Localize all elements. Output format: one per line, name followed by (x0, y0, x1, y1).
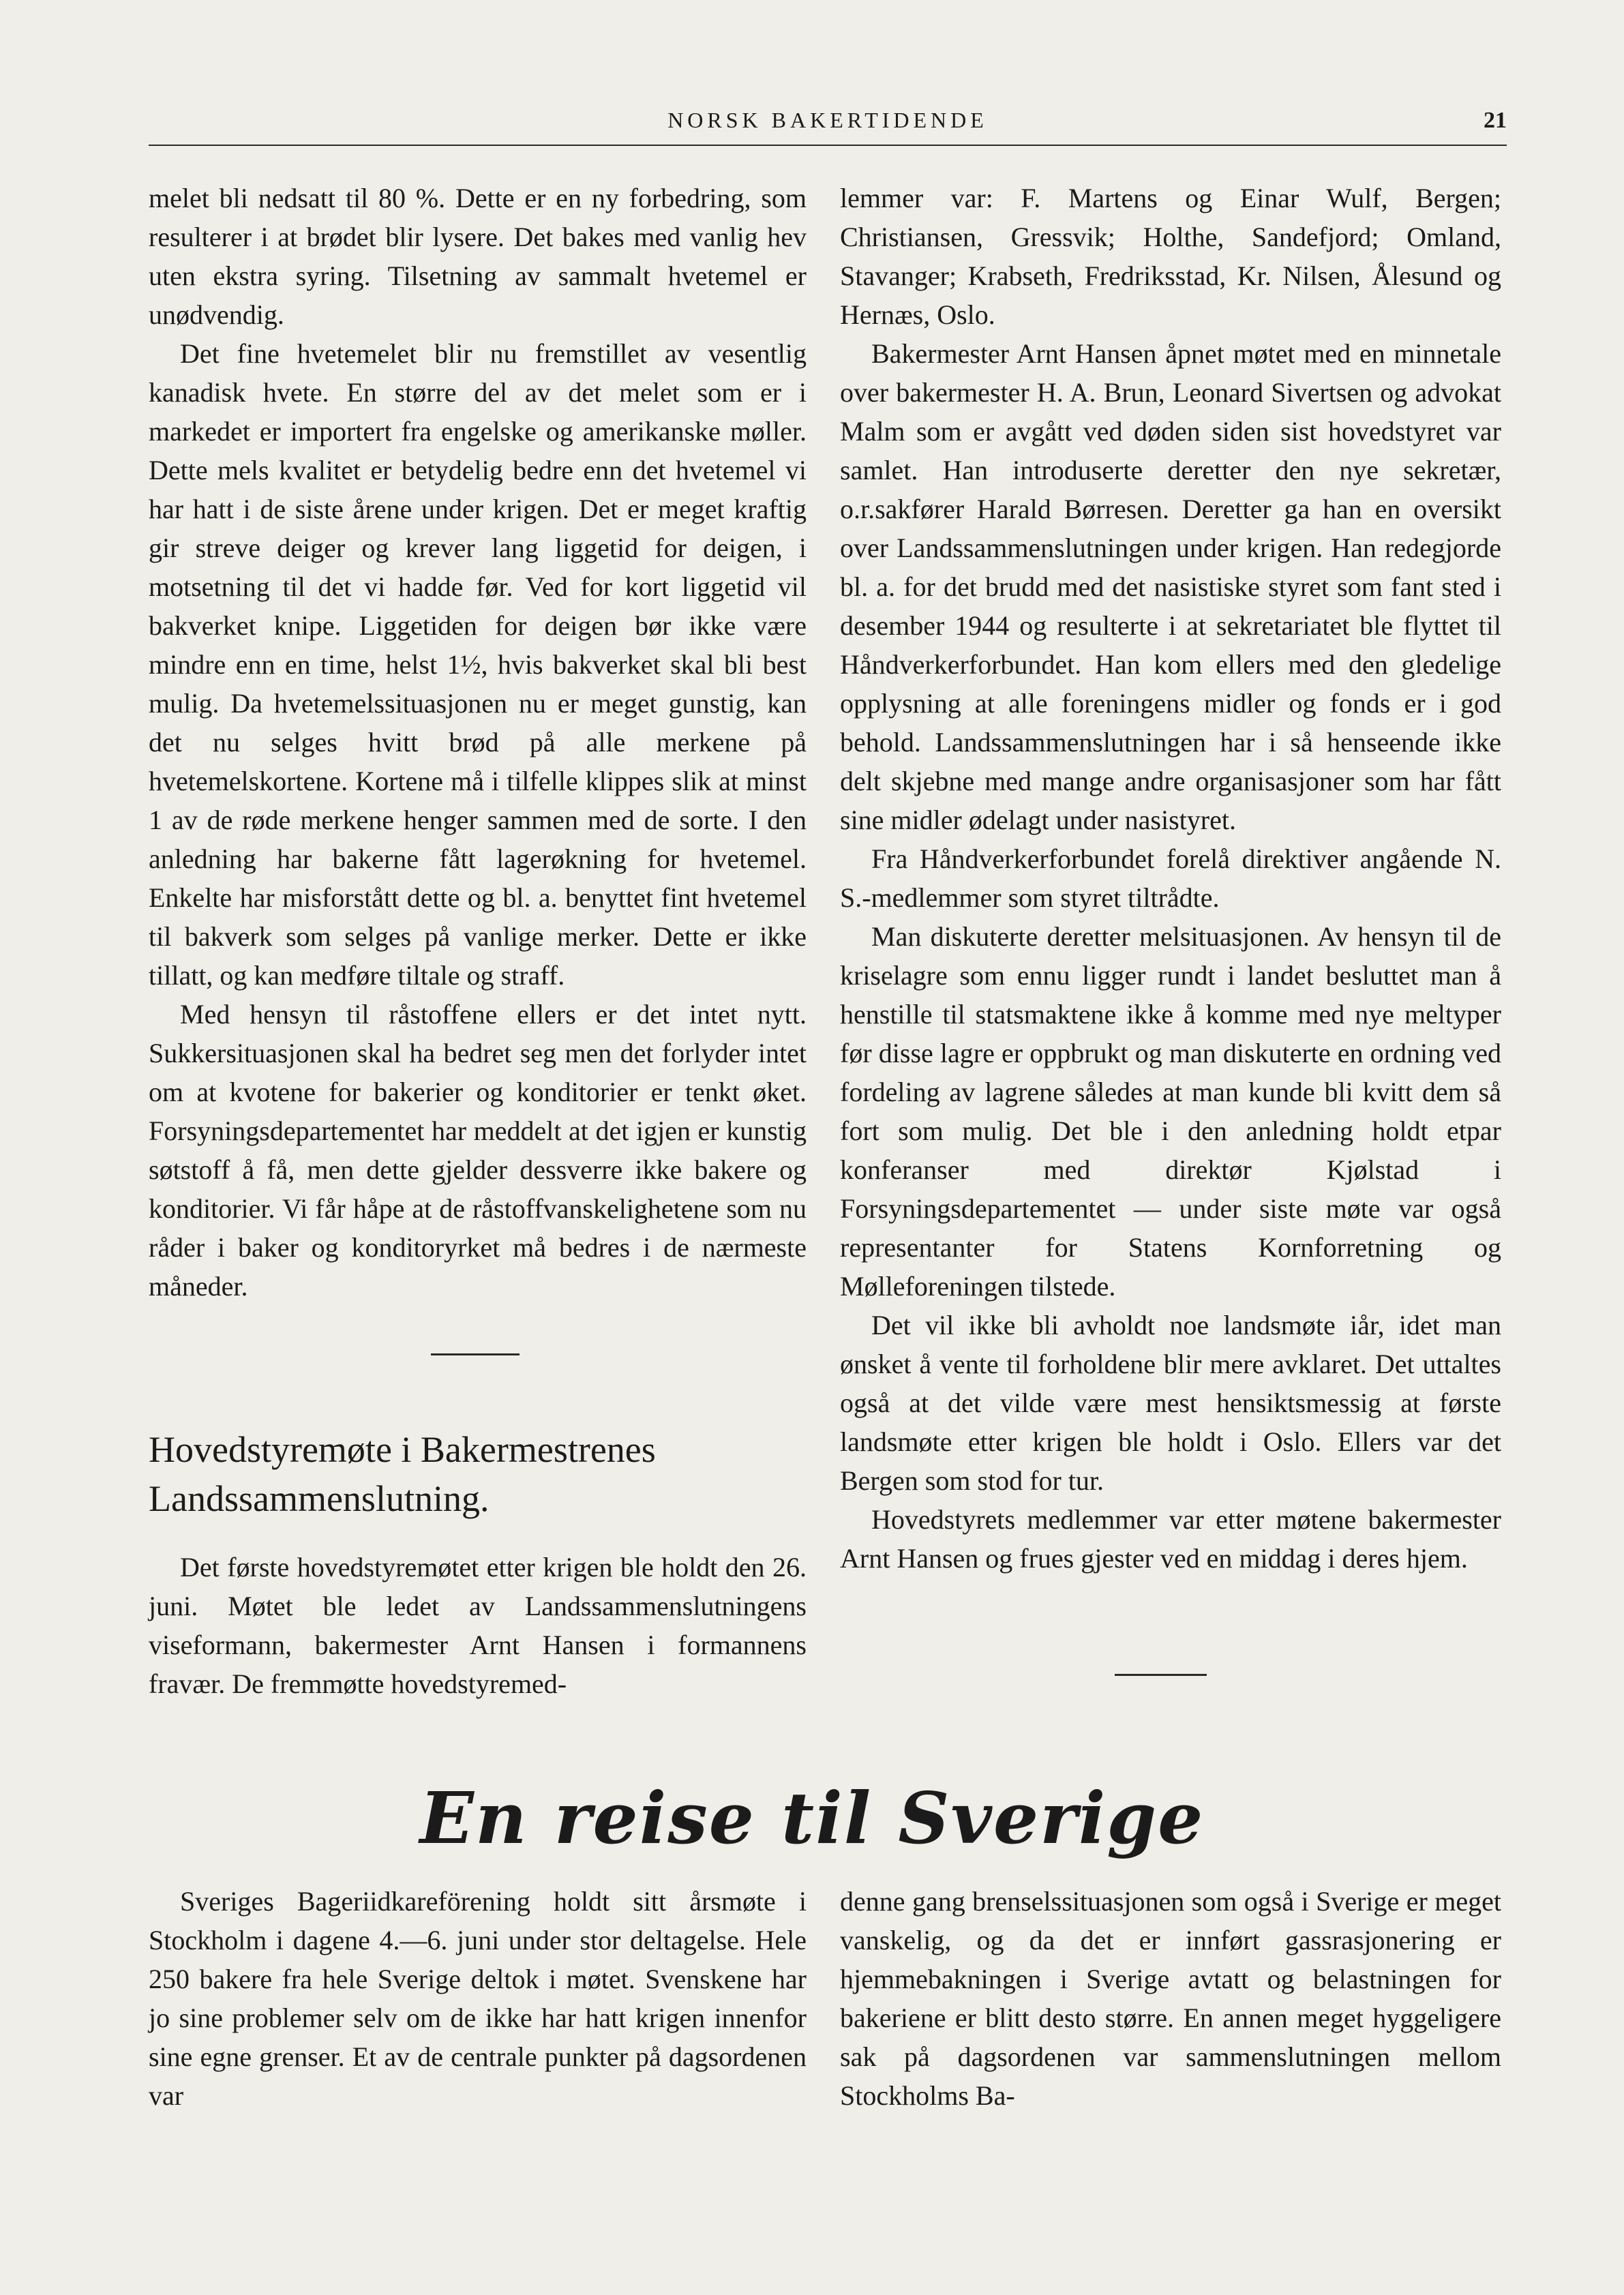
left-column-top (149, 179, 807, 1306)
article-paragraph: Det første hovedstyremøtet etter krigen ble holdt den 26. juni. Møtet ble ledet av Landssammenslutningens viseformann, bakermester Arnt Hansen i formannens fravær. De fremmøtte hovedstyremed- (149, 1552, 807, 1699)
article-paragraph: Sveriges Bageriidkareförening holdt sitt årsmøte i Stockholm i dagene 4.—6. juni under stor deltagelse. Hele 250 bakere fra hele Sverige deltok i møtet. Svenskene har jo sine problemer selv om de ikke har hatt krigen innenfor sine egne grenser. Et av de centrale punkter på dagsordenen var (149, 1886, 807, 2111)
page-header (149, 102, 1507, 150)
article-paragraph: Bakermester Arnt Hansen åpnet møtet med en minnetale over bakermester H. A. Brun, Leonard Sivertsen og advokat Malm som er avgått ved døden siden sist hovedstyret var samlet. Han introduserte deretter den nye sekretær, o.r.sakfører Harald Børresen. Deretter ga han en oversikt over Landssammenslutningen under krigen. Han redegjorde bl. a. for det brudd med det nasistiske styret som fant sted i desember 1944 og resulterte i at sekretariatet ble flyttet til Håndverkerforbundet. Han kom ellers med den gledelige opplysning at alle foreningens midler og fonds er i god behold. Landssammenslutningen har i så henseende ikke delt skjebne med mange andre organisasjoner som har fått sine midler ødelagt under nasistyret. (840, 338, 1501, 835)
section-divider (431, 1353, 520, 1355)
article-heading: Hovedstyremøte i Bakermestrenes Landssammenslutning. (149, 1429, 656, 1519)
left-column-middle (149, 1548, 807, 1703)
right-column-bottom (840, 1882, 1501, 2115)
article-title: En reise til Sverige (419, 1776, 1205, 1860)
article-paragraph: Hovedstyrets medlemmer var etter møtene bakermester Arnt Hansen og frues gjester ved en middag i deres hjem. (840, 1504, 1501, 1574)
section-divider (1115, 1674, 1207, 1676)
article-paragraph: melet bli nedsatt til 80 %. Dette er en ny forbedring, som resulterer i at brødet blir lysere. Det bakes med vanlig hev uten ekstra syring. Tilsetning av sammalt hvetemel er unødvendig. (149, 183, 807, 330)
article-paragraph: Man diskuterte deretter melsituasjonen. Av hensyn til de kriselagre som ennu ligger rundt i landet besluttet man å henstille til statsmaktene ikke å komme med nye meltyper før disse lagre er oppbrukt og man diskuterte en ordning ved fordeling av lagrene således at man kunde bli kvitt dem så fort som mulig. Det ble i den anledning holdt etpar konferanser med direktør Kjølstad i Forsyningsdepartementet — under siste møte var også representanter for Statens Kornforretning og Mølleforeningen tilstede. (840, 921, 1501, 1302)
article-paragraph: Det vil ikke bli avholdt noe landsmøte iår, idet man ønsket å vente til forholdene blir mere avklaret. Det uttaltes også at det vilde være mest hensiktsmessig at første landsmøte etter krigen ble holdt i Oslo. Ellers var det Bergen som stod for tur. (840, 1310, 1501, 1496)
article-paragraph: lemmer var: F. Martens og Einar Wulf, Bergen; Christiansen, Gressvik; Holthe, Sandefjord; Omland, Stavanger; Krabseth, Fredriksstad, Kr. Nilsen, Ålesund og Hernæs, Oslo. (840, 183, 1501, 330)
article-paragraph: denne gang brenselssituasjonen som også i Sverige er meget vanskelig, og da det er innført gassrasjonering er hjemmebakningen i Sverige avtatt og belastningen for bakeriene er blitt desto større. En annen meget hyggeligere sak på dagsordenen var sammenslutningen mellom Stockholms Ba- (840, 1886, 1501, 2111)
left-column-bottom (149, 1882, 807, 2115)
right-column-top (840, 179, 1501, 1578)
article-paragraph: Med hensyn til råstoffene ellers er det intet nytt. Sukkersituasjonen skal ha bedret seg men det forlyder intet om at kvotene for bakerier og konditorier er tenkt øket. Forsyningsdepartementet har meddelt at det igjen er kunstig søtstoff å få, men dette gjelder dessverre ikke bakere og konditorier. Vi får håpe at de råstoffvanskelighetene som nu råder i baker og konditoryrket må bedres i de nærmeste måneder. (149, 999, 807, 1302)
header-divider (149, 145, 1507, 146)
page-number: 21 (1484, 108, 1507, 133)
publication-title: NORSK BAKERTIDENDE (667, 108, 988, 132)
article-paragraph: Det fine hvetemelet blir nu fremstillet av vesentlig kanadisk hvete. En større del av det melet som er i markedet er importert fra engelske og amerikanske møller. Dette mels kvalitet er betydelig bedre enn det hvetemel vi har hatt i de siste årene under krigen. Det er meget kraftig gir streve deiger og krever lang liggetid for deigen, i motsetning til det vi hadde før. Ved for kort liggetid vil bakverket knipe. Liggetiden for deigen bør ikke være mindre enn en time, helst 1½, hvis bakverket skal bli best mulig. Da hvetemelssituasjonen nu er meget gunstig, kan det nu selges hvitt brød på alle merkene på hvetemelskortene. Kortene må i tilfelle klippes slik at minst 1 av de røde merkene henger sammen med de sorte. I den anledning har bakerne fått lagerøkning for hvetemel. Enkelte har misforstått dette og bl. a. benyttet fint hvetemel til bakverk som selges på vanlige merker. Dette er ikke tillatt, og kan medføre tiltale og straff. (149, 338, 807, 991)
article-paragraph: Fra Håndverkerforbundet forelå direktiver angående N. S.-medlemmer som styret tiltrådte. (840, 843, 1501, 913)
